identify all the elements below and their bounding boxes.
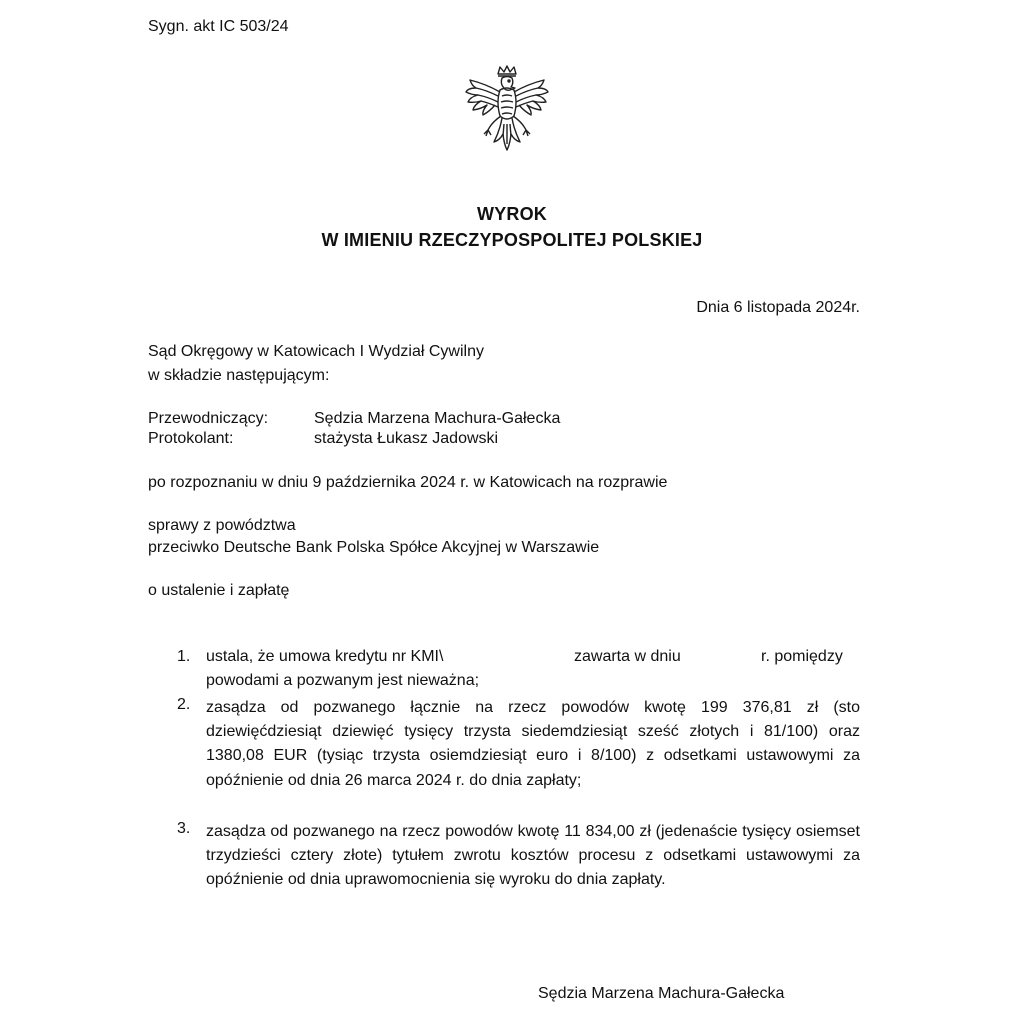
judge-signature: Sędzia Marzena Machura-Gałecka — [538, 985, 785, 1002]
polish-eagle-icon — [462, 64, 552, 160]
ruling-1-text-d: powodami a pozwanym jest nieważna; — [206, 672, 480, 689]
case-line-1: sprawy z powództwa — [148, 517, 296, 534]
document-subtitle: W IMIENIU RZECZYPOSPOLITEJ POLSKIEJ — [321, 230, 703, 250]
clerk-label: Protokolant: — [148, 430, 234, 447]
case-number: Sygn. akt IC 503/24 — [148, 18, 289, 35]
ruling-3-text — [206, 820, 860, 893]
case-subject: o ustalenie i zapłatę — [148, 582, 290, 599]
judgment-date: Dnia 6 listopada 2024r. — [696, 299, 860, 316]
court-composition-intro: w składzie następującym: — [148, 367, 330, 384]
clerk-name: stażysta Łukasz Jadowski — [314, 430, 499, 447]
chair-label: Przewodniczący: — [148, 410, 269, 427]
ruling-2-number: 2. — [177, 696, 191, 713]
court-name: Sąd Okręgowy w Katowicach I Wydział Cywilny — [148, 343, 484, 360]
ruling-1-text-c: r. pomiędzy — [761, 648, 843, 665]
ruling-1-text-b: zawarta w dniu — [574, 648, 681, 665]
ruling-1-text-a: ustala, że umowa kredytu nr KMI\ — [206, 648, 444, 665]
ruling-3-number: 3. — [177, 820, 191, 837]
hearing-info: po rozpoznaniu w dniu 9 października 2024 r. w Katowicach na rozprawie — [148, 474, 668, 491]
chair-name: Sędzia Marzena Machura-Gałecka — [314, 410, 561, 427]
ruling-2-text — [206, 696, 860, 793]
ruling-3-paragraph: zasądza od pozwanego na rzecz powodów kwotę 11 834,00 zł (jedenaście tysięcy osiemset trzydzieści cztery złote) tytułem zwrotu kosztów procesu z odsetkami ustawowymi za opóźnienie od dnia uprawomocnienia się wyroku do dnia zapłaty. — [206, 823, 860, 889]
ruling-2-paragraph: zasądza od pozwanego łącznie na rzecz powodów kwotę 199 376,81 zł (sto dziewięćdziesiąt dziewięć tysięcy trzysta siedemdziesiąt sześć złotych i 81/100) oraz 1380,08 EUR (tysiąc trzysta osiemdziesiąt euro i 8/100) z odsetkami ustawowymi za opóźnienie od dnia 26 marca 2024 r. do dnia zapłaty; — [206, 699, 860, 789]
case-line-2: przeciwko Deutsche Bank Polska Spółce Akcyjnej w Warszawie — [148, 539, 600, 556]
document-title: WYROK — [477, 204, 547, 224]
ruling-1-number: 1. — [177, 648, 191, 665]
